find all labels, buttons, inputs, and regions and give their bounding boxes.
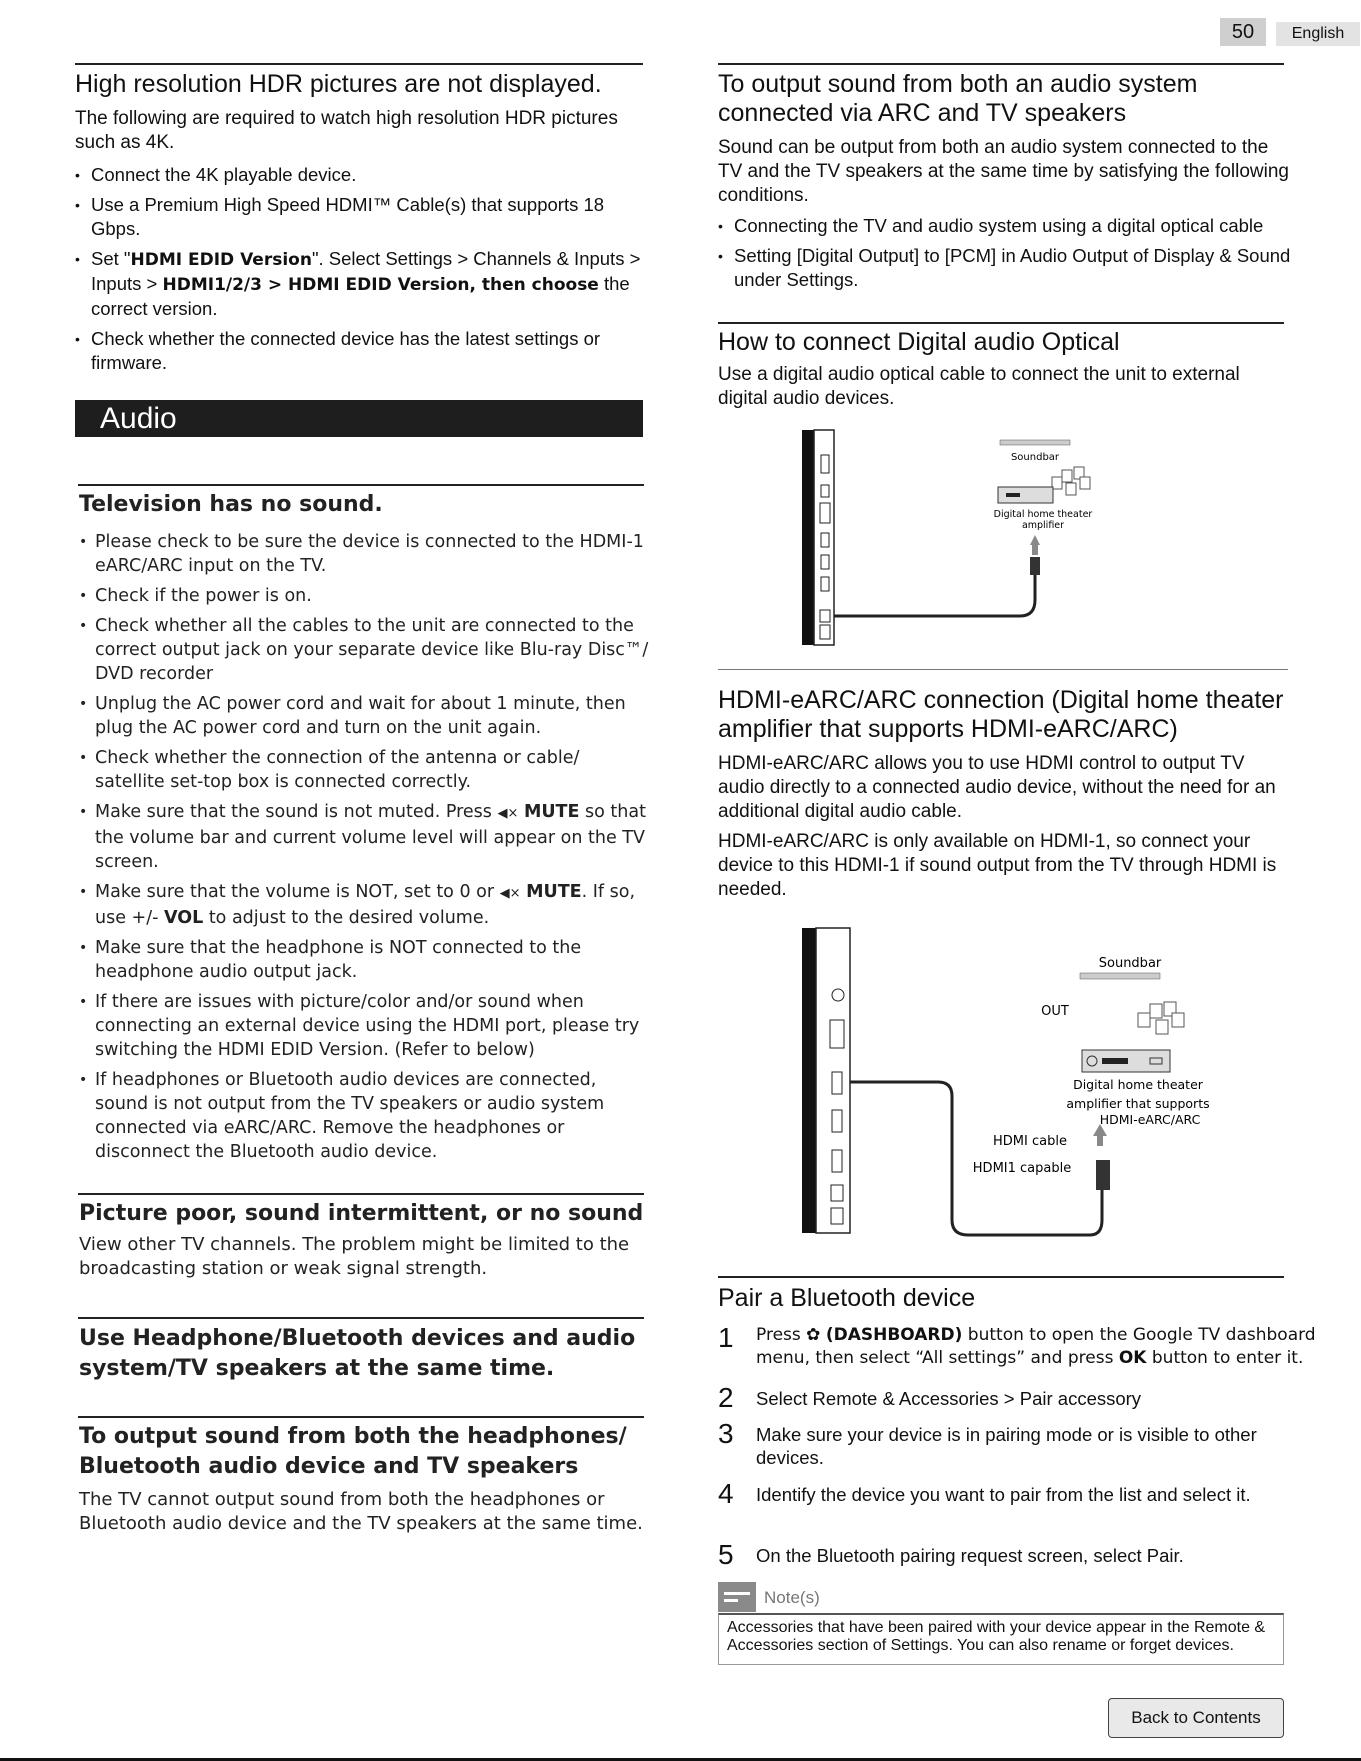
divider	[78, 1317, 644, 1319]
step-text: Select Remote & Accessories > Pair accessory	[756, 1388, 1142, 1409]
back-to-contents-button[interactable]: Back to Contents	[1108, 1698, 1284, 1738]
list-item: • Connecting the TV and audio system using a digital optical cable	[718, 214, 1293, 238]
tv-panel-illustration	[802, 928, 850, 1233]
optical-text: Use a digital audio optical cable to connect the unit to external digital audio devices.	[718, 364, 1240, 409]
bluetooth-steps	[718, 1324, 1318, 1574]
hdmi-plug	[1096, 1160, 1110, 1190]
out-label: OUT	[1041, 1004, 1069, 1019]
step-text: Make sure your device is in pairing mode or is visible to other devices.	[756, 1424, 1257, 1468]
text: ". Select Settings > Channels & Inputs > Inputs >	[91, 248, 641, 294]
amplifier-label: amplifier	[1021, 520, 1065, 531]
text: to adjust to the desired volume.	[203, 908, 490, 928]
both-hp-text: The TV cannot output sound from both the headphones or Bluetooth audio device and the TV speakers at the same time.	[79, 1489, 643, 1534]
hdmi-cable-label: HDMI cable	[993, 1134, 1067, 1149]
amplifier-label: HDMI-eARC/ARC	[1099, 1112, 1201, 1127]
divider	[718, 669, 1288, 670]
mute-icon: ◀×	[497, 806, 519, 821]
gear-icon: ✿	[806, 1325, 821, 1345]
divider	[78, 1416, 644, 1418]
bluetooth-title: Pair a Bluetooth device	[718, 1284, 976, 1312]
optical-plug	[1030, 557, 1040, 575]
poor-text: View other TV channels. The problem might be limited to the broadcasting station or weak signal strength.	[79, 1234, 630, 1279]
earc-title: HDMI-eARC/ARC connection (Digital home theater amplifier that supports HDMI-eARC/ARC)	[718, 686, 1284, 743]
step-text: On the Bluetooth pairing request screen, select Pair.	[756, 1545, 1184, 1566]
step-text: Identify the device you want to pair from the list and select it.	[756, 1484, 1251, 1505]
list-item: • If headphones or Bluetooth audio devices are connected, sound is not output from the TV speakers or audio system connected via eARC/ARC. Remove the headphones or disconnect the Bluetooth audio device.	[79, 1068, 649, 1164]
bold-text: MUTE	[523, 802, 580, 822]
text: button to enter it.	[1146, 1348, 1304, 1368]
text: Make sure that the volume is NOT, set to 0 or	[95, 882, 500, 902]
list-item: • Setting [Digital Output] to [PCM] in Audio Output of Display & Sound under Settings.	[718, 244, 1293, 292]
divider	[718, 63, 1284, 65]
text: . If so, use +/-	[95, 882, 636, 928]
optical-title: How to connect Digital audio Optical	[718, 328, 1120, 356]
list-item: • If there are issues with picture/color and/or sound when connecting an external device using the HDMI port, please try switching the HDMI EDID Version. (Refer to below)	[79, 990, 649, 1062]
no-sound-section	[79, 490, 649, 1170]
hdmi-cable	[850, 1082, 1102, 1235]
step-number: 3	[718, 1418, 734, 1449]
step-number: 4	[718, 1478, 734, 1509]
text: Make sure that the sound is not muted. Press	[95, 802, 498, 822]
list-item: • Check whether all the cables to the unit are connected to the correct output jack on your separate device like Blu-ray Disc™/ DVD recorder	[79, 614, 649, 686]
hdr-bullet: • Check whether the connected device has the latest settings or firmware.	[75, 327, 645, 375]
divider	[75, 63, 643, 65]
no-sound-title: Television has no sound.	[79, 492, 383, 517]
poor-title: Picture poor, sound intermittent, or no sound	[79, 1201, 644, 1226]
arc-tv-title: To output sound from both an audio system connected via ARC and TV speakers	[718, 70, 1198, 127]
text: so that the volume bar and current volume level will appear on the TV screen.	[95, 802, 646, 872]
mute-icon: ◀×	[499, 886, 521, 901]
amplifier-label: amplifier that supports	[1066, 1096, 1210, 1111]
soundbar-illustration	[1080, 973, 1160, 979]
amplifier-label: Digital home theater	[1073, 1077, 1203, 1092]
page-number: 50	[1220, 18, 1266, 46]
amplifier-label: Digital home theater	[993, 509, 1093, 520]
speakers-illustration	[1138, 1002, 1184, 1034]
language-label: English	[1276, 22, 1360, 46]
step-number: 5	[718, 1539, 734, 1570]
speakers-illustration	[1052, 467, 1090, 495]
both-hp-section	[79, 1422, 649, 1536]
optical-cable	[834, 573, 1035, 616]
hdmi-capable-label: HDMI1 capable	[972, 1161, 1072, 1176]
soundbar-label: Soundbar	[1098, 956, 1162, 971]
list-item: • Check if the power is on.	[79, 584, 649, 608]
bold-text: MUTE	[526, 882, 582, 902]
soundbar-label: Soundbar	[1010, 452, 1060, 463]
use-hp-section	[79, 1324, 649, 1384]
list-item: • Check whether the connection of the antenna or cable/ satellite set-top box is connected correctly.	[79, 746, 649, 794]
poor-section	[79, 1199, 649, 1281]
use-hp-title: Use Headphone/Bluetooth devices and audio system/TV speakers at the same time.	[79, 1326, 636, 1381]
bold-text: (DASHBOARD)	[825, 1325, 963, 1345]
earc-p1: HDMI-eARC/ARC allows you to use HDMI control to output TV audio directly to a connected audio device, without the need for an additional digital audio cable.	[718, 753, 1276, 822]
arc-tv-intro: Sound can be output from both an audio system connected to the TV and the TV speakers at the same time by satisfying the following conditions.	[718, 137, 1289, 206]
arc-tv-section	[718, 70, 1293, 298]
tv-panel-illustration	[802, 430, 834, 645]
audio-banner: Audio	[75, 400, 643, 437]
hdr-bullet: • Connect the 4K playable device.	[75, 163, 645, 187]
text: Press	[756, 1325, 807, 1345]
step-text	[756, 1324, 1316, 1370]
both-hp-title: To output sound from both the headphones/ Bluetooth audio device and TV speakers	[79, 1424, 627, 1479]
earc-p2: HDMI-eARC/ARC is only available on HDMI-1, so connect your device to this HDMI-1 if sound output from the TV through HDMI is needed.	[718, 831, 1277, 900]
optical-diagram	[790, 425, 1120, 655]
bold-text: VOL	[163, 908, 204, 928]
bluetooth-section	[718, 1284, 1318, 1313]
list-item: • Unplug the AC power cord and wait for about 1 minute, then plug the AC power cord and turn on the unit again.	[79, 692, 649, 740]
note-icon	[718, 1582, 756, 1612]
step-number: 2	[718, 1382, 734, 1413]
hdr-bullet: • Use a Premium High Speed HDMI™ Cable(s) that supports 18 Gbps.	[75, 193, 645, 241]
note-text: Accessories that have been paired with your device appear in the Remote & Accessories section of Settings. You can also rename or forget devices.	[718, 1613, 1284, 1665]
hdr-bullet	[75, 247, 645, 321]
text: button to open the Google TV dashboard menu, then select “All settings” and press	[756, 1325, 1316, 1368]
optical-section	[718, 328, 1293, 411]
hdr-section	[75, 70, 645, 381]
hdr-title: High resolution HDR pictures are not displayed.	[75, 70, 602, 98]
bold-text: HDMI EDID Version	[130, 250, 312, 270]
hdr-intro: The following are required to watch high resolution HDR pictures such as 4K.	[75, 108, 618, 153]
divider	[718, 322, 1284, 324]
list-item: • Make sure that the headphone is NOT connected to the headphone audio output jack.	[79, 936, 649, 984]
text: Set "	[91, 248, 131, 269]
list-item: • Please check to be sure the device is connected to the HDMI-1 eARC/ARC input on the TV.	[79, 530, 649, 578]
step-number: 1	[718, 1322, 734, 1353]
earc-section	[718, 686, 1293, 902]
text: the correct version.	[91, 273, 630, 319]
soundbar-illustration	[1000, 440, 1070, 445]
divider	[78, 1193, 644, 1195]
list-item	[79, 800, 649, 874]
note-label: Note(s)	[764, 1588, 820, 1607]
bold-text: OK	[1118, 1348, 1147, 1368]
earc-diagram	[790, 920, 1230, 1250]
arrow-icon	[1030, 535, 1040, 545]
divider	[718, 1276, 1284, 1278]
bold-text: HDMI1/2/3 > HDMI EDID Version, then choose	[162, 275, 599, 295]
list-item	[79, 880, 649, 930]
divider	[78, 484, 644, 486]
